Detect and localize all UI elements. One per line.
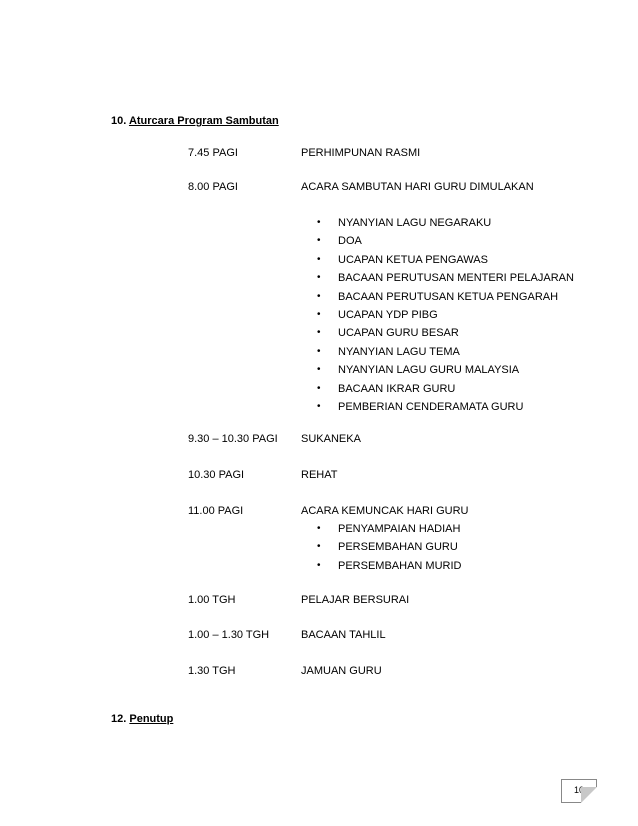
schedule-sub-items bbox=[317, 520, 461, 575]
section-heading-closing bbox=[111, 713, 173, 725]
bullet-icon: • bbox=[317, 559, 321, 571]
list-item bbox=[317, 343, 574, 361]
list-item-text: BACAAN PERUTUSAN KETUA PENGARAH bbox=[338, 290, 559, 303]
bullet-icon: • bbox=[317, 541, 321, 553]
list-item-text: PENYAMPAIAN HADIAH bbox=[338, 523, 461, 535]
bullet-icon: • bbox=[317, 272, 321, 284]
bullet-icon: • bbox=[317, 235, 321, 247]
bullet-icon: • bbox=[317, 523, 321, 534]
list-item-text: BACAAN PERUTUSAN MENTERI PELAJARAN bbox=[338, 272, 574, 285]
bullet-icon: • bbox=[317, 345, 321, 357]
list-item bbox=[317, 288, 574, 306]
list-item-text: NYANYIAN LAGU NEGARAKU bbox=[338, 217, 492, 229]
schedule-time: 1.30 TGH bbox=[188, 665, 236, 677]
schedule-event: JAMUAN GURU bbox=[301, 665, 382, 677]
schedule-sub-items bbox=[317, 214, 574, 416]
list-item-text: PEMBERIAN CENDERAMATA GURU bbox=[338, 400, 524, 413]
list-item bbox=[317, 306, 574, 324]
list-item bbox=[317, 538, 461, 556]
schedule-time: 1.00 TGH bbox=[188, 594, 236, 606]
list-item-text: PERSEMBAHAN GURU bbox=[338, 541, 458, 554]
list-item bbox=[317, 557, 461, 575]
page-number: 10 bbox=[573, 785, 584, 795]
section-heading-program bbox=[111, 115, 279, 127]
list-item bbox=[317, 361, 574, 379]
bullet-icon: • bbox=[317, 327, 321, 339]
section-title: Penutup bbox=[129, 713, 174, 725]
bullet-icon: • bbox=[317, 253, 321, 265]
schedule-event: REHAT bbox=[301, 469, 338, 481]
schedule-time: 10.30 PAGI bbox=[188, 469, 245, 481]
schedule-time: 11.00 PAGI bbox=[188, 505, 244, 517]
schedule-event: PERHIMPUNAN RASMI bbox=[301, 147, 421, 159]
schedule-event: ACARA KEMUNCAK HARI GURU bbox=[301, 505, 469, 517]
bullet-icon: • bbox=[317, 364, 321, 376]
schedule-event: SUKANEKA bbox=[301, 433, 361, 445]
list-item-text: NYANYIAN LAGU GURU MALAYSIA bbox=[338, 364, 520, 377]
schedule-event: PELAJAR BERSURAI bbox=[301, 594, 410, 606]
section-number: 10. bbox=[111, 115, 127, 127]
list-item-text: PERSEMBAHAN MURID bbox=[338, 559, 462, 572]
list-item bbox=[317, 380, 574, 398]
bullet-icon: • bbox=[317, 290, 321, 302]
list-item-text: UCAPAN KETUA PENGAWAS bbox=[338, 253, 488, 266]
schedule-time: 8.00 PAGI bbox=[188, 181, 238, 193]
bullet-icon: • bbox=[317, 382, 321, 394]
list-item bbox=[317, 214, 574, 232]
list-item bbox=[317, 269, 574, 287]
schedule-time: 9.30 – 10.30 PAGI bbox=[188, 433, 278, 445]
list-item bbox=[317, 232, 574, 250]
list-item-text: UCAPAN YDP PIBG bbox=[338, 308, 438, 321]
list-item bbox=[317, 398, 574, 416]
list-item bbox=[317, 251, 574, 269]
list-item-text: DOA bbox=[338, 235, 362, 248]
page-curl-icon bbox=[581, 787, 597, 803]
schedule-time: 7.45 PAGI bbox=[188, 147, 238, 159]
bullet-icon: • bbox=[317, 217, 321, 228]
schedule-time: 1.00 – 1.30 TGH bbox=[188, 629, 270, 641]
list-item bbox=[317, 520, 461, 538]
list-item-text: NYANYIAN LAGU TEMA bbox=[338, 345, 460, 358]
list-item-text: UCAPAN GURU BESAR bbox=[338, 327, 459, 340]
bullet-icon: • bbox=[317, 308, 321, 320]
bullet-icon: • bbox=[317, 400, 321, 412]
section-number: 12. bbox=[111, 713, 127, 725]
schedule-event: BACAAN TAHLIL bbox=[301, 629, 386, 641]
page-number-box bbox=[561, 779, 597, 803]
list-item-text: BACAAN IKRAR GURU bbox=[338, 382, 456, 395]
section-title: Aturcara Program Sambutan bbox=[128, 115, 279, 127]
schedule-event: ACARA SAMBUTAN HARI GURU DIMULAKAN bbox=[301, 181, 534, 193]
list-item bbox=[317, 324, 574, 342]
